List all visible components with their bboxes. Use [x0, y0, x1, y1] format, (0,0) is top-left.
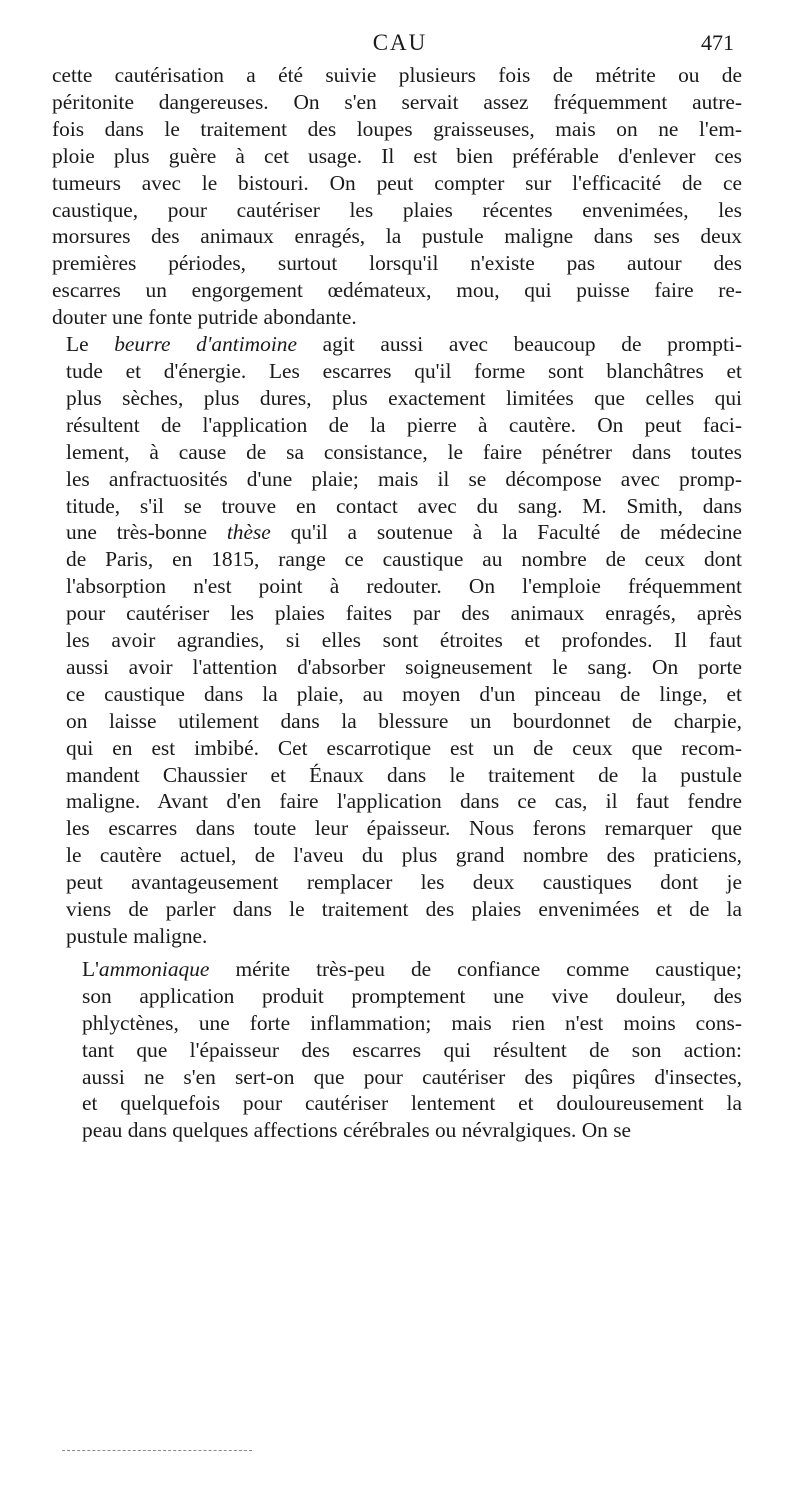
text-line: peau dans quelques affections cérébrales ou névralgiques. On se	[82, 1118, 632, 1143]
paragraph	[52, 62, 742, 331]
text-line	[52, 956, 742, 983]
text-line: péritonite dangereuses. On s'en servait assez fréquemment autre-	[52, 89, 742, 114]
text-line: phlyctènes, une forte inflammation; mais rien n'est moins cons-	[82, 1010, 742, 1035]
text-line: tude et d'énergie. Les escarres qu'il forme sont blanchâtres et	[66, 358, 742, 383]
text-line: escarres un engorgement œdémateux, mou, qui puisse faire re-	[52, 278, 742, 303]
text-line: titude, s'il se trouve en contact avec du sang. M. Smith, dans	[66, 493, 742, 518]
text-line: aussi ne s'en sert-on que pour cautériser des piqûres d'insectes,	[82, 1064, 742, 1089]
text-line: cette cautérisation a été suivie plusieurs fois de métrite ou de	[52, 63, 742, 87]
body-text	[52, 62, 742, 1144]
running-title: CAU	[372, 30, 428, 55]
text-line: tumeurs avec le bistouri. On peut compter sur l'efficacité de ce	[52, 170, 742, 195]
text-line: plus sèches, plus dures, plus exactement limitées que celles qui	[66, 385, 742, 410]
text-line: fois dans le traitement des loupes graisseuses, mais on ne l'em-	[52, 116, 742, 141]
text-line: peut avantageusement remplacer les deux caustiques dont je	[66, 870, 742, 895]
text-run: Le	[66, 332, 115, 357]
text-line: morsures des animaux enragés, la pustule maligne dans ses deux	[52, 224, 742, 249]
text-line: les avoir agrandies, si elles sont étroites et profondes. Il faut	[66, 628, 742, 653]
page-number: 471	[701, 30, 734, 55]
text-line: les escarres dans toute leur épaisseur. Nous ferons remarquer que	[66, 816, 742, 841]
running-head	[0, 30, 800, 62]
text-line: le cautère actuel, de l'aveu du plus grand nombre des praticiens,	[66, 843, 742, 868]
text-run: L'	[82, 956, 99, 981]
text-line: les anfractuosités d'une plaie; mais il se décompose avec promp-	[66, 466, 742, 491]
text-line	[52, 519, 742, 546]
italic-term: beurre d'antimoine	[114, 332, 297, 357]
text-run: agit aussi avec beaucoup de prompti-	[296, 332, 742, 357]
text-line: et quelquefois pour cautériser lentement et douloureusement la	[82, 1091, 742, 1116]
text-line: mandent Chaussier et Énaux dans le traitement de la pustule	[66, 762, 742, 787]
text-line: ploie plus guère à cet usage. Il est bien préférable d'enlever ces	[52, 143, 742, 168]
text-run: qu'il a soutenue à la Faculté de médecine	[270, 520, 742, 545]
text-line: pustule maligne.	[66, 924, 208, 948]
text-run: une très-bonne	[66, 520, 227, 545]
paragraph	[52, 956, 742, 1144]
text-line	[52, 331, 742, 358]
text-line: viens de parler dans le traitement des plaies envenimées et de la	[66, 897, 742, 922]
italic-term: thèse	[226, 520, 271, 545]
text-line: douter une fonte putride abondante.	[52, 305, 357, 330]
text-line: ce caustique dans la plaie, au moyen d'un pinceau de linge, et	[66, 681, 742, 706]
paragraph	[52, 331, 742, 950]
text-line: résultent de l'application de la pierre à cautère. On peut faci-	[66, 412, 742, 437]
text-line: pour cautériser les plaies faites par des animaux enragés, après	[66, 601, 742, 626]
text-line: qui en est imbibé. Cet escarrotique est un de ceux que recom-	[66, 735, 742, 760]
text-line: maligne. Avant d'en faire l'application dans ce cas, il faut fendre	[66, 789, 742, 814]
text-line: caustique, pour cautériser les plaies récentes envenimées, les	[52, 197, 742, 222]
text-line: son application produit promptement une vive douleur, des	[82, 983, 742, 1008]
text-line: premières périodes, surtout lorsqu'il n'existe pas autour des	[52, 251, 742, 276]
text-line: on laisse utilement dans la blessure un bourdonnet de charpie,	[66, 708, 742, 733]
italic-term: ammoniaque	[98, 956, 210, 981]
text-run: mérite très-peu de confiance comme caustique;	[209, 956, 742, 981]
footer-rule	[62, 1450, 252, 1451]
text-line: tant que l'épaisseur des escarres qui résultent de son action:	[82, 1037, 742, 1062]
text-line: lement, à cause de sa consistance, le faire pénétrer dans toutes	[66, 439, 742, 464]
text-line: l'absorption n'est point à redouter. On l'emploie fréquemment	[66, 574, 742, 599]
text-line: de Paris, en 1815, range ce caustique au nombre de ceux dont	[66, 547, 742, 572]
text-line: aussi avoir l'attention d'absorber soigneusement le sang. On porte	[66, 654, 742, 679]
